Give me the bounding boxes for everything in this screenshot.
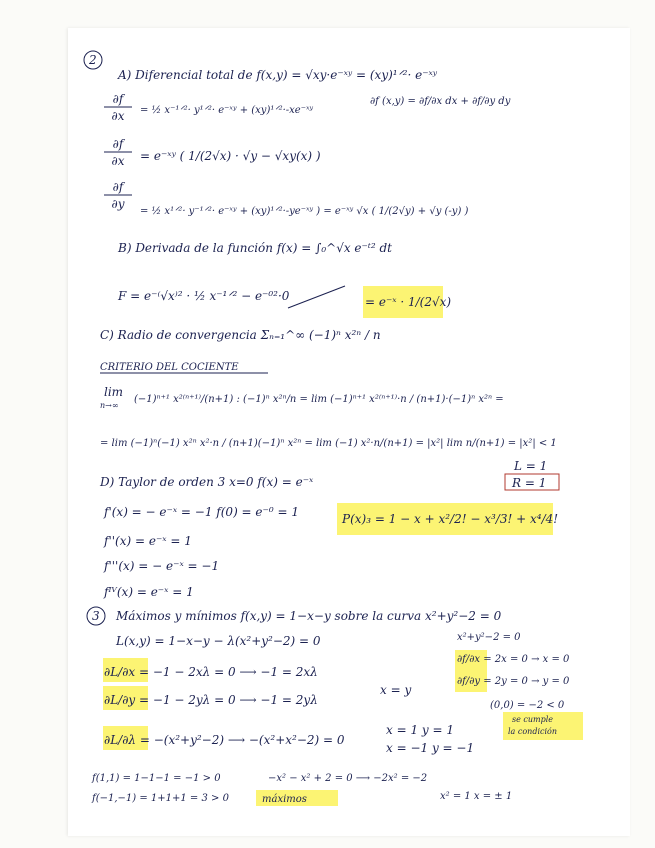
x-equals-y: x = y: [380, 683, 412, 697]
part-d-title: D) Taylor de orden 3 x=0 f(x) = e⁻ˣ: [100, 475, 314, 489]
dfdx-denominator: ∂x: [111, 109, 125, 123]
problem-3-number: 3: [92, 609, 100, 623]
dfdx-simplified: = e⁻ˣʸ ( 1/(2√x) · √y − √xy(x) ): [140, 149, 321, 163]
condition-note-1: se cumple: [512, 715, 554, 724]
maximos-label: máximos: [262, 794, 307, 805]
value-at-neg1-neg1: f(−1,−1) = 1+1+1 = 3 > 0: [92, 793, 229, 804]
total-differential: ∂f (x,y) = ∂f/∂x dx + ∂f/∂y dy: [370, 96, 511, 107]
partial-f-x: ∂f/∂x = 2x = 0 → x = 0: [457, 654, 570, 665]
lagrangian: L(x,y) = 1−x−y − λ(x²+y²−2) = 0: [116, 634, 321, 648]
constraint-repeat: x²+y²−2 = 0: [457, 632, 521, 643]
dfdx-expression: = ½ x⁻¹ᐟ²· y¹ᐟ²· e⁻ˣʸ + (xy)¹ᐟ²·-xe⁻ˣʸ: [140, 105, 314, 116]
partial-l-y: ∂L/∂y = −1 − 2yλ = 0 ⟶ −1 = 2yλ: [104, 693, 318, 707]
first-derivative: f'(x) = − e⁻ˣ = −1 f(0) = e⁻⁰ = 1: [104, 505, 299, 519]
limit-value: L = 1: [514, 459, 548, 473]
ratio-step-1: (−1)ⁿ⁺¹ x²⁽ⁿ⁺¹⁾/(n+1) : (−1)ⁿ x²ⁿ/n = lim (−1)ⁿ⁺¹ x²⁽ⁿ⁺¹⁾·n / (n+1)·(−1)ⁿ x²ⁿ =: [134, 394, 504, 405]
fourth-derivative: fᴵⱽ(x) = e⁻ˣ = 1: [104, 585, 194, 599]
lim-subscript: n→∞: [100, 401, 119, 410]
dfdx-numerator: ∂f: [112, 92, 124, 106]
part-c-title: C) Radio de convergencia Σₙ₌₁^∞ (−1)ⁿ x²ⁿ / n: [100, 328, 381, 342]
strike-line: [288, 286, 345, 308]
origin-check: (0,0) = −2 < 0: [490, 700, 565, 711]
part-b-answer: = e⁻ˣ · 1/(2√x): [365, 295, 452, 309]
dfdy-numerator: ∂f: [112, 180, 124, 194]
equation-solution: x² = 1 x = ± 1: [440, 791, 513, 802]
part-b-derivative: F = e⁻⁽√x⁾² · ½ x⁻¹ᐟ² − e⁻⁰²·0: [118, 289, 290, 303]
third-derivative: f'''(x) = − e⁻ˣ = −1: [104, 559, 220, 573]
partial-l-x: ∂L/∂x = −1 − 2xλ = 0 ⟶ −1 = 2xλ: [104, 665, 318, 679]
dfdy-denominator: ∂y: [111, 197, 125, 211]
equation-substitution: −x² − x² + 2 = 0 ⟶ −2x² = −2: [268, 773, 428, 784]
problem-2-number: 2: [89, 53, 97, 67]
second-derivative: f''(x) = e⁻ˣ = 1: [104, 534, 192, 548]
solution-1: x = 1 y = 1: [386, 723, 454, 737]
ratio-step-2: = lim (−1)ⁿ(−1) x²ⁿ x²·n / (n+1)(−1)ⁿ x²ⁿ = lim (−1) x²·n/(n+1) = |x²| lim n/(n+1) = |x²| < 1: [100, 438, 557, 449]
radius-value: R = 1: [512, 476, 547, 490]
part-a-title: A) Diferencial total de f(x,y) = √xy·e⁻ˣʸ = (xy)¹ᐟ²· e⁻ˣʸ: [118, 68, 438, 82]
part-b-title: B) Derivada de la función f(x) = ∫₀^√x e⁻ᵗ² dt: [118, 241, 392, 255]
dfdy-expression: = ½ x¹ᐟ²· y⁻¹ᐟ²· e⁻ˣʸ + (xy)¹ᐟ²·-ye⁻ˣʸ ) = e⁻ˣʸ √x ( 1/(2√y) + √y (-y) ): [140, 206, 469, 217]
problem-3-title: Máximos y mínimos f(x,y) = 1−x−y sobre la curva x²+y²−2 = 0: [116, 609, 502, 623]
dfdx2-denominator: ∂x: [111, 154, 125, 168]
dfdx2-numerator: ∂f: [112, 137, 124, 151]
value-at-1-1: f(1,1) = 1−1−1 = −1 > 0: [92, 773, 221, 784]
partial-l-lambda: ∂L/∂λ = −(x²+y²−2) ⟶ −(x²+x²−2) = 0: [104, 733, 345, 747]
partial-f-y: ∂f/∂y = 2y = 0 → y = 0: [457, 676, 570, 687]
lim-label: lim: [104, 385, 124, 399]
condition-note-2: la condición: [508, 727, 558, 736]
solution-2: x = −1 y = −1: [386, 741, 475, 755]
ratio-criterion: CRITERIO DEL COCIENTE: [100, 362, 239, 373]
taylor-polynomial: P(x)₃ = 1 − x + x²/2! − x³/3! + x⁴/4!: [342, 512, 559, 526]
